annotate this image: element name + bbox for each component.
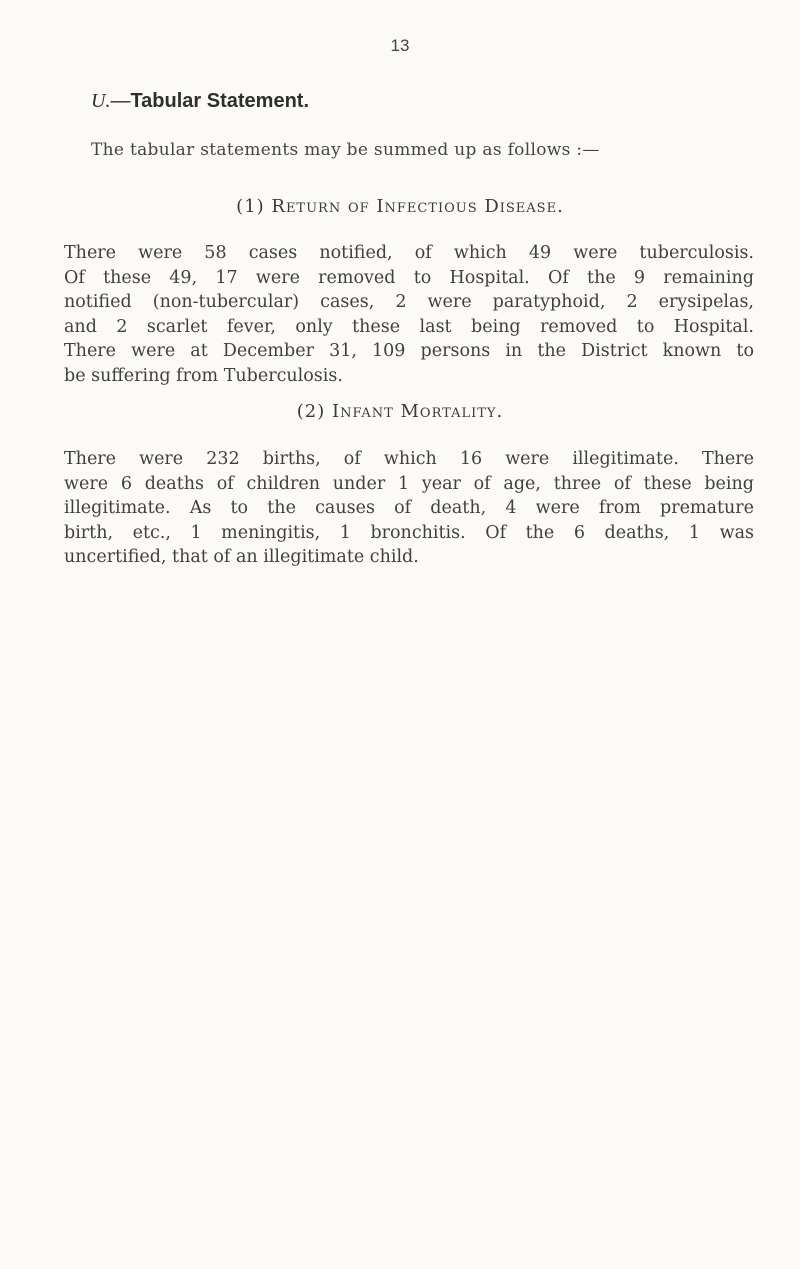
section-letter: U. bbox=[91, 90, 111, 112]
infectious-disease-paragraph bbox=[64, 241, 754, 388]
paragraph-line: Of these 49, 17 were removed to Hospital. Of the 9 remaining bbox=[64, 267, 754, 288]
paragraph-line: notified (non-tubercular) cases, 2 were paratyphoid, 2 erysipelas, bbox=[64, 292, 754, 312]
intro-text: The tabular statements may be summed up as follows :— bbox=[91, 140, 600, 160]
heading-dash: — bbox=[110, 90, 131, 112]
section-heading bbox=[91, 90, 309, 113]
infant-mortality-paragraph bbox=[64, 447, 754, 570]
section-title: Tabular Statement. bbox=[130, 90, 310, 112]
infant-mortality-heading: (2) Infant Mortality. bbox=[296, 401, 504, 422]
paragraph-line: be suffering from Tuberculosis. bbox=[64, 365, 343, 386]
paragraph-line: There were 232 births, of which 16 were illegitimate. There bbox=[64, 449, 754, 469]
paragraph-line: There were at December 31, 109 persons in the District known to bbox=[64, 341, 754, 361]
paragraph-line: and 2 scarlet fever, only these last being removed to Hospital. bbox=[64, 316, 754, 337]
paragraph-line: uncertified, that of an illegitimate child. bbox=[64, 547, 419, 567]
infectious-disease-heading: (1) Return of Infectious Disease. bbox=[236, 196, 564, 217]
paragraph-line: birth, etc., 1 meningitis, 1 bronchitis. Of the 6 deaths, 1 was bbox=[64, 522, 754, 543]
page-number: 13 bbox=[390, 36, 410, 55]
paragraph-line: illegitimate. As to the causes of death, 4 were from premature bbox=[64, 498, 754, 518]
paragraph-line: were 6 deaths of children under 1 year of age, three of these being bbox=[64, 473, 754, 494]
paragraph-line: There were 58 cases notified, of which 49 were tuberculosis. bbox=[64, 243, 754, 263]
